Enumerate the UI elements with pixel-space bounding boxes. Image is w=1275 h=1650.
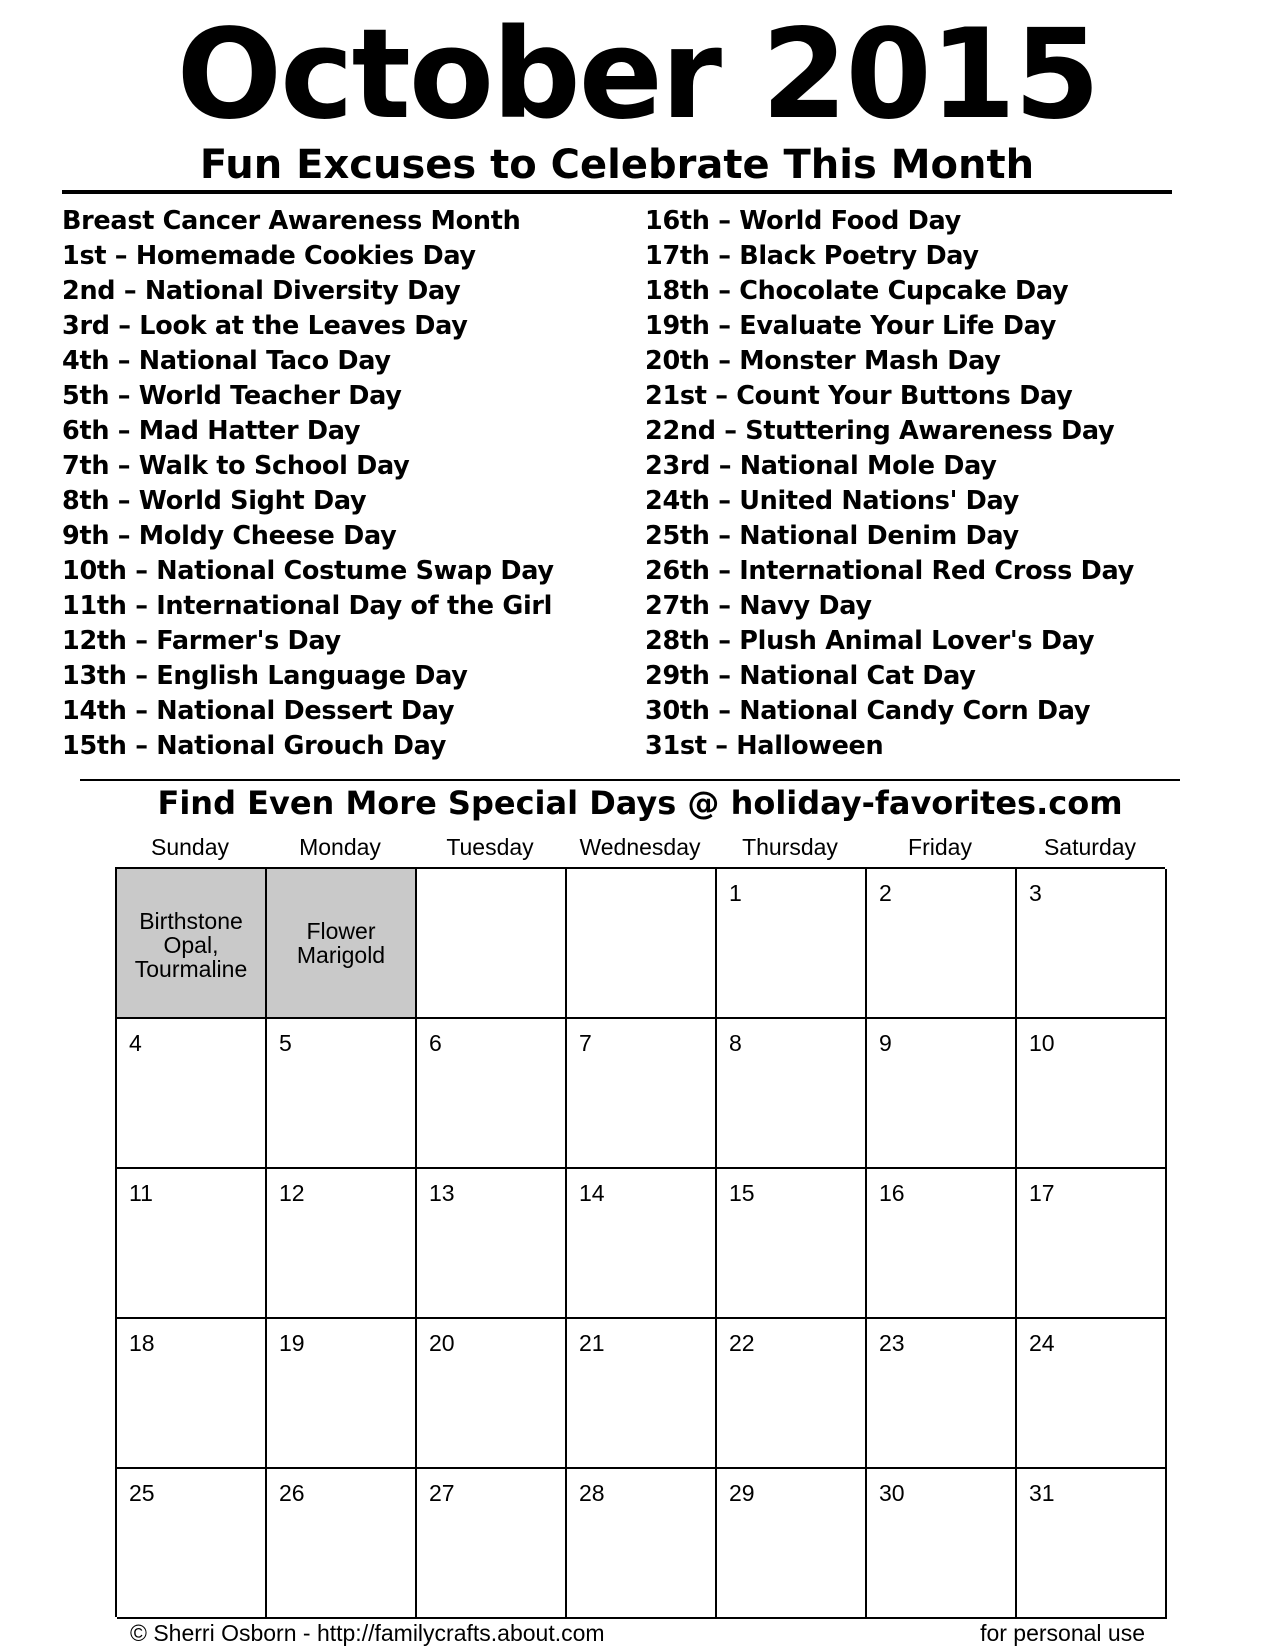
event-item: 13th – English Language Day bbox=[62, 661, 468, 691]
page-title: October 2015 bbox=[176, 3, 1099, 147]
event-item: 10th – National Costume Swap Day bbox=[62, 556, 554, 586]
event-item: 8th – World Sight Day bbox=[62, 486, 367, 516]
day-number: 19 bbox=[279, 1330, 305, 1356]
event-item: 12th – Farmer's Day bbox=[62, 626, 341, 656]
event-item: 26th – International Red Cross Day bbox=[645, 556, 1134, 586]
day-cell bbox=[717, 1019, 867, 1169]
event-item: 25th – National Denim Day bbox=[645, 521, 1019, 551]
day-number: 7 bbox=[579, 1030, 592, 1056]
day-cell bbox=[567, 869, 717, 1019]
event-item: 31st – Halloween bbox=[645, 731, 884, 761]
event-item: 30th – National Candy Corn Day bbox=[645, 696, 1091, 726]
event-item: 23rd – National Mole Day bbox=[645, 451, 997, 481]
birthstone-note: Birthstone Opal, Tourmaline bbox=[134, 908, 248, 982]
event-item: 24th – United Nations' Day bbox=[645, 486, 1019, 516]
day-number: 11 bbox=[129, 1180, 153, 1206]
day-cell bbox=[717, 1469, 867, 1619]
day-number: 8 bbox=[729, 1030, 742, 1056]
weekday-label: Friday bbox=[908, 834, 972, 860]
day-number: 4 bbox=[129, 1030, 142, 1056]
event-item: 17th – Black Poetry Day bbox=[645, 241, 979, 271]
day-cell bbox=[267, 1319, 417, 1469]
day-cell bbox=[1017, 1469, 1167, 1619]
day-cell bbox=[867, 1169, 1017, 1319]
event-item: 5th – World Teacher Day bbox=[62, 381, 402, 411]
flower-cell bbox=[267, 869, 417, 1019]
weekday-label: Thursday bbox=[742, 834, 838, 860]
day-cell bbox=[717, 869, 867, 1019]
day-cell bbox=[117, 1319, 267, 1469]
day-number: 6 bbox=[429, 1030, 442, 1056]
day-number: 29 bbox=[729, 1480, 755, 1506]
birthstone-cell bbox=[117, 869, 267, 1019]
flower-note: Flower Marigold bbox=[296, 918, 386, 968]
day-number: 5 bbox=[279, 1030, 292, 1056]
day-cell bbox=[567, 1469, 717, 1619]
weekday-label: Sunday bbox=[150, 834, 229, 860]
page-subtitle: Fun Excuses to Celebrate This Month bbox=[62, 140, 1172, 194]
event-item: 15th – National Grouch Day bbox=[62, 731, 447, 761]
weekday-label: Wednesday bbox=[579, 834, 701, 860]
event-item: 16th – World Food Day bbox=[645, 206, 961, 236]
weekday-label: Tuesday bbox=[446, 834, 534, 860]
day-number: 12 bbox=[279, 1180, 305, 1206]
day-cell bbox=[867, 1469, 1017, 1619]
day-number: 20 bbox=[429, 1330, 455, 1356]
day-cell bbox=[267, 1469, 417, 1619]
event-item: 6th – Mad Hatter Day bbox=[62, 416, 361, 446]
event-item: 18th – Chocolate Cupcake Day bbox=[645, 276, 1069, 306]
event-item: 20th – Monster Mash Day bbox=[645, 346, 1001, 376]
event-item: 3rd – Look at the Leaves Day bbox=[62, 311, 468, 341]
day-number: 28 bbox=[579, 1480, 605, 1506]
day-cell bbox=[117, 1019, 267, 1169]
footer bbox=[130, 1618, 1170, 1648]
weekday-label: Saturday bbox=[1043, 834, 1137, 860]
day-number: 17 bbox=[1029, 1180, 1055, 1206]
day-number: 25 bbox=[129, 1480, 155, 1506]
event-item: 11th – International Day of the Girl bbox=[62, 591, 553, 621]
day-cell bbox=[867, 1319, 1017, 1469]
weekday-header bbox=[115, 832, 1165, 862]
copyright-credit: © Sherri Osborn - http://familycrafts.about.com bbox=[130, 1620, 605, 1646]
day-number: 31 bbox=[1029, 1480, 1055, 1506]
event-item: 14th – National Dessert Day bbox=[62, 696, 455, 726]
day-cell bbox=[717, 1319, 867, 1469]
more-days-link: Find Even More Special Days @ holiday-favorites.com bbox=[157, 784, 1123, 822]
day-cell bbox=[267, 1019, 417, 1169]
day-cell bbox=[1017, 1319, 1167, 1469]
day-number: 23 bbox=[879, 1330, 905, 1356]
day-number: 3 bbox=[1029, 880, 1042, 906]
event-item: Breast Cancer Awareness Month bbox=[62, 206, 521, 236]
day-number: 14 bbox=[579, 1180, 605, 1206]
day-number: 22 bbox=[729, 1330, 755, 1356]
day-number: 21 bbox=[579, 1330, 605, 1356]
day-cell bbox=[1017, 1169, 1167, 1319]
event-item: 22nd – Stuttering Awareness Day bbox=[645, 416, 1115, 446]
divider bbox=[80, 779, 1180, 781]
event-item: 2nd – National Diversity Day bbox=[62, 276, 461, 306]
day-number: 1 bbox=[729, 880, 742, 906]
day-cell bbox=[567, 1319, 717, 1469]
usage-note: for personal use bbox=[980, 1620, 1145, 1646]
day-number: 16 bbox=[879, 1180, 905, 1206]
day-number: 9 bbox=[879, 1030, 892, 1056]
day-cell bbox=[1017, 1019, 1167, 1169]
event-item: 27th – Navy Day bbox=[645, 591, 872, 621]
event-item: 1st – Homemade Cookies Day bbox=[62, 241, 476, 271]
day-cell bbox=[867, 1019, 1017, 1169]
event-item: 28th – Plush Animal Lover's Day bbox=[645, 626, 1095, 656]
day-number: 27 bbox=[429, 1480, 455, 1506]
day-number: 26 bbox=[279, 1480, 305, 1506]
events-list-right bbox=[645, 204, 1134, 764]
event-item: 21st – Count Your Buttons Day bbox=[645, 381, 1073, 411]
event-item: 29th – National Cat Day bbox=[645, 661, 976, 691]
event-item: 9th – Moldy Cheese Day bbox=[62, 521, 397, 551]
day-cell bbox=[717, 1169, 867, 1319]
event-item: 4th – National Taco Day bbox=[62, 346, 391, 376]
day-cell bbox=[567, 1169, 717, 1319]
day-cell bbox=[417, 869, 567, 1019]
day-cell bbox=[417, 1019, 567, 1169]
event-item: 7th – Walk to School Day bbox=[62, 451, 410, 481]
day-cell bbox=[417, 1319, 567, 1469]
weekday-label: Monday bbox=[299, 834, 381, 860]
day-cell bbox=[117, 1469, 267, 1619]
day-number: 18 bbox=[129, 1330, 155, 1356]
day-cell bbox=[417, 1169, 567, 1319]
day-number: 13 bbox=[429, 1180, 455, 1206]
day-number: 2 bbox=[879, 880, 892, 906]
events-list-left bbox=[62, 204, 554, 764]
calendar-grid bbox=[115, 867, 1165, 1617]
day-cell bbox=[1017, 869, 1167, 1019]
day-cell bbox=[267, 1169, 417, 1319]
day-number: 30 bbox=[879, 1480, 905, 1506]
event-item: 19th – Evaluate Your Life Day bbox=[645, 311, 1057, 341]
day-cell bbox=[867, 869, 1017, 1019]
day-number: 15 bbox=[729, 1180, 755, 1206]
day-cell bbox=[117, 1169, 267, 1319]
day-number: 10 bbox=[1029, 1030, 1055, 1056]
day-cell bbox=[567, 1019, 717, 1169]
day-cell bbox=[417, 1469, 567, 1619]
day-number: 24 bbox=[1029, 1330, 1055, 1356]
